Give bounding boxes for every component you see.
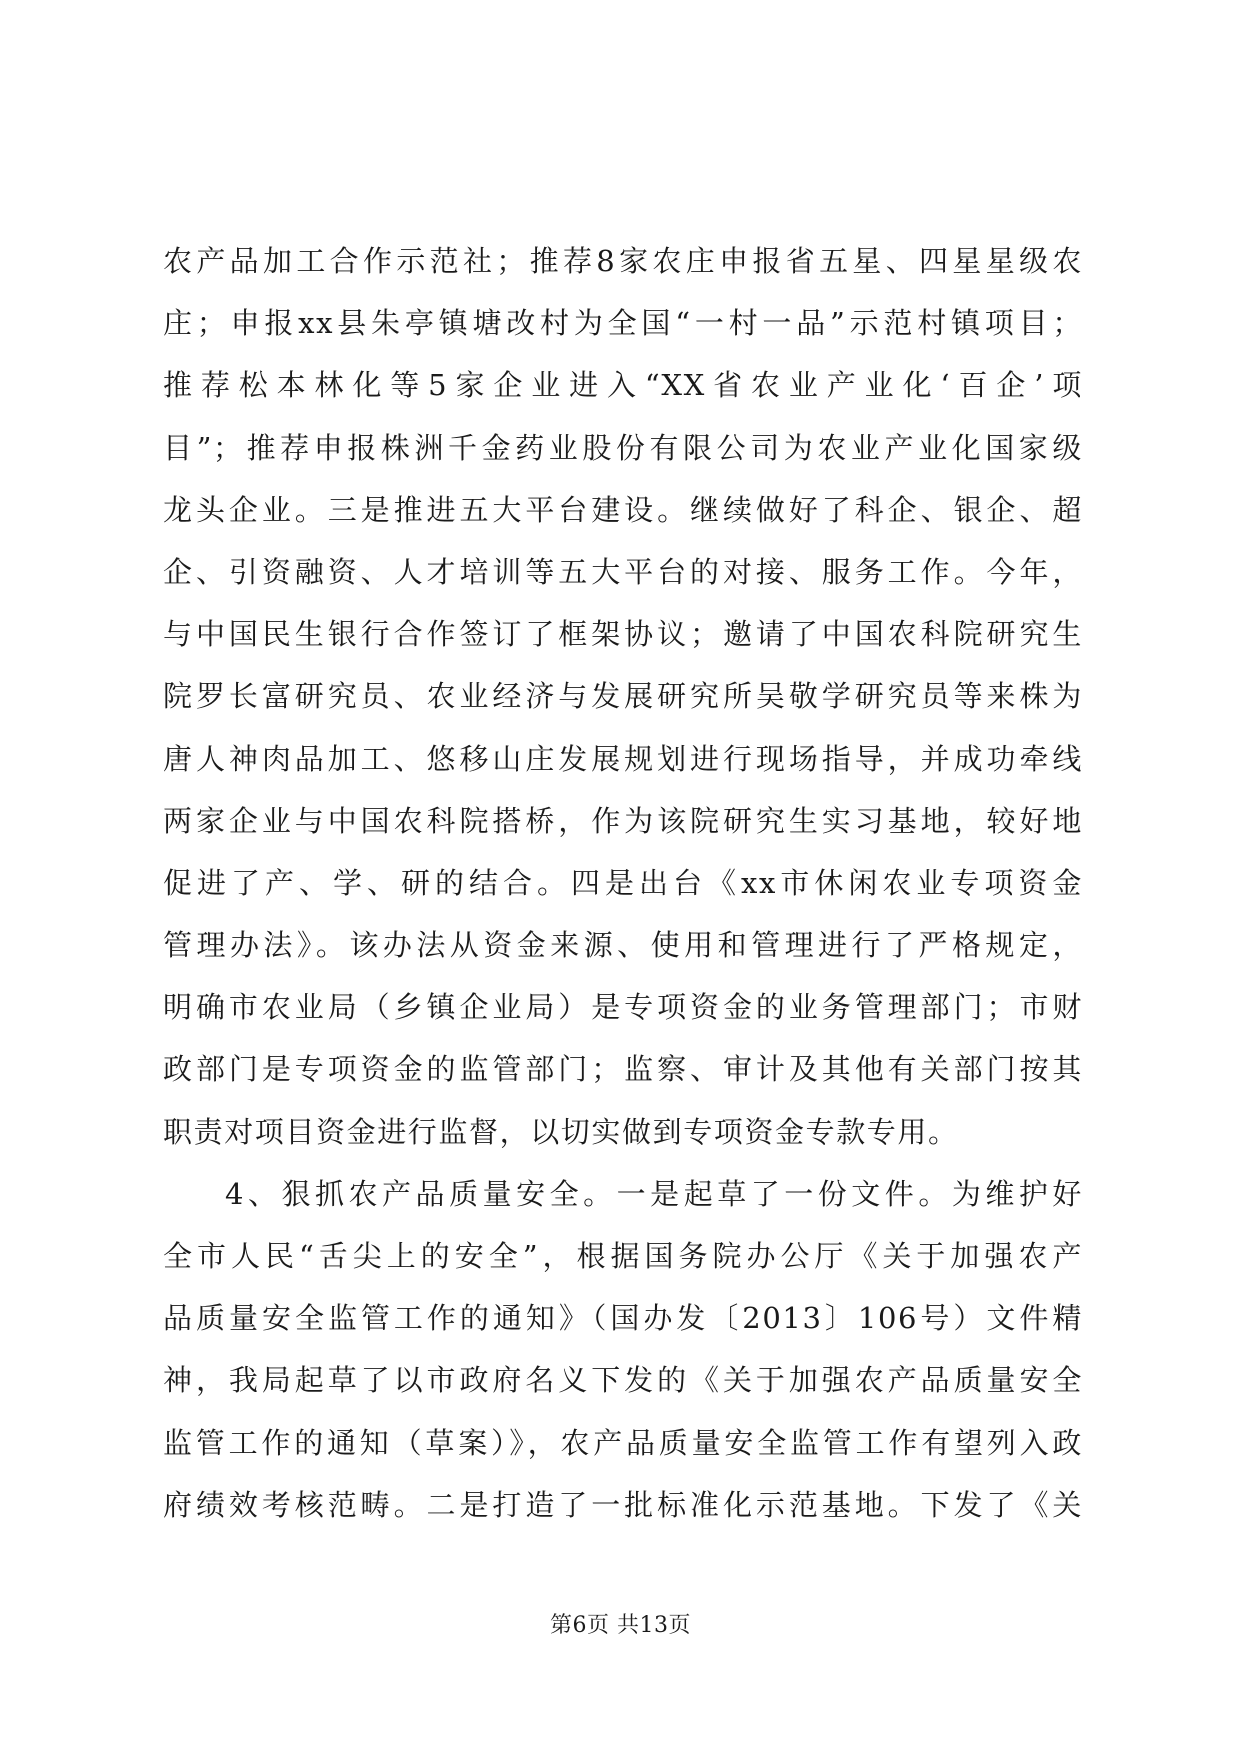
- paragraph-start-line: 4、狠抓农产品质量安全。一是起草了一份文件。为维护好: [225, 1176, 1083, 1211]
- text-line: 庄；申报xx县朱亭镇塘改村为全国“一村一品”示范村镇项目；: [163, 306, 1083, 341]
- text-line: 院罗长富研究员、农业经济与发展研究所吴敬学研究员等来株为: [163, 679, 1083, 714]
- text-line: 企、引资融资、人才培训等五大平台的对接、服务工作。今年，: [163, 554, 1083, 589]
- text-line: 全市人民“舌尖上的安全”，根据国务院办公厅《关于加强农产: [163, 1239, 1083, 1273]
- text-line: 目”；推荐申报株洲千金药业股份有限公司为农业产业化国家级: [163, 430, 1083, 465]
- page-footer: 第6页 共13页: [550, 1613, 691, 1638]
- text-line: 政部门是专项资金的监管部门；监察、审计及其他有关部门按其: [163, 1052, 1083, 1087]
- text-line: 管理办法》。该办法从资金来源、使用和管理进行了严格规定，: [163, 928, 1083, 963]
- text-line: 农产品加工合作示范社；推荐8家农庄申报省五星、四星星级农: [163, 244, 1083, 278]
- text-line: 府绩效考核范畴。二是打造了一批标准化示范基地。下发了《关: [163, 1487, 1083, 1522]
- text-line: 两家企业与中国农科院搭桥，作为该院研究生实习基地，较好地: [163, 803, 1083, 838]
- text-line: 与中国民生银行合作签订了框架协议；邀请了中国农科院研究生: [163, 617, 1083, 652]
- text-line: 推荐松本林化等5家企业进入“XX省农业产业化‘百企’项: [163, 368, 1083, 403]
- text-line: 职责对项目资金进行监督，以切实做到专项资金专款专用。: [163, 1114, 959, 1149]
- text-line: 龙头企业。三是推进五大平台建设。继续做好了科企、银企、超: [163, 492, 1083, 527]
- text-line: 唐人神肉品加工、悠移山庄发展规划进行现场指导，并成功牵线: [163, 741, 1083, 776]
- text-line: 明确市农业局（乡镇企业局）是专项资金的业务管理部门；市财: [163, 990, 1083, 1025]
- text-line: 神，我局起草了以市政府名义下发的《关于加强农产品质量安全: [163, 1363, 1083, 1398]
- text-line: 品质量安全监管工作的通知》（国办发〔2013〕106号）文件精: [163, 1301, 1083, 1336]
- body-text: [163, 230, 1083, 1536]
- text-line: 促进了产、学、研的结合。四是出台《xx市休闲农业专项资金: [163, 865, 1083, 900]
- text-line: 监管工作的通知（草案）》，农产品质量安全监管工作有望列入政: [163, 1425, 1083, 1460]
